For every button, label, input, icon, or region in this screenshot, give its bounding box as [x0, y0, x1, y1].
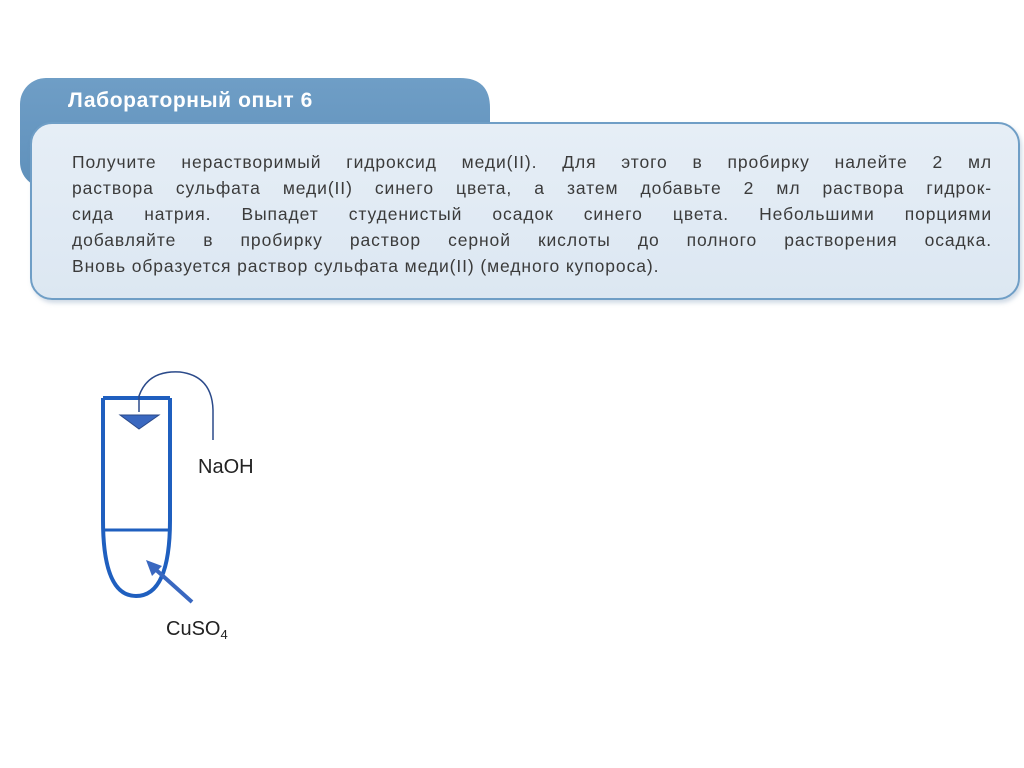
instruction-line: Вновь образуется раствор сульфата меди(II) (медного купороса). — [72, 256, 660, 276]
cuso4-label — [166, 618, 228, 642]
instruction-line: добавляйте в пробирку раствор серной кислоты до полного растворения осадка. — [72, 230, 992, 250]
pointer-arrow-line — [154, 568, 192, 602]
reagent-drop-icon — [120, 415, 159, 429]
reagent-feed-arc — [139, 372, 213, 440]
instruction-line: раствора сульфата меди(II) синего цвета, а затем добавьте 2 мл раствора гидрок- — [72, 178, 992, 198]
naoh-label: NaOH — [198, 456, 254, 478]
lab-title: Лабораторный опыт 6 — [68, 89, 313, 112]
instruction-line: Получите нерастворимый гидроксид меди(II). Для этого в пробирку налейте 2 мл — [72, 152, 992, 172]
cuso4-formula-base: CuSO — [166, 618, 221, 640]
instruction-line: сида натрия. Выпадет студенистый осадок синего цвета. Небольшими порциями — [72, 204, 992, 224]
cuso4-formula-subscript: 4 — [220, 627, 228, 642]
